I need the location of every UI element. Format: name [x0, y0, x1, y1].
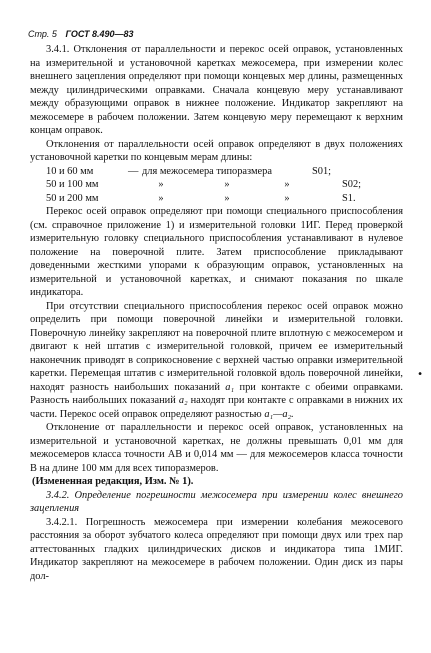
length-range: 10 и 60 мм	[46, 165, 94, 177]
paragraph-skew: Перекос осей оправок определяют при помощи специального приспособления (см. справочное приложение 1) и измерительной головки 1ИГ. Перед проверкой измерительную головку специального приспособления устанавливают в нулевое положение на поверочной плите. Затем приспособление прикладывают доведенными жесткими упорами к образующим оправок, установленных на измерительной и установочной каретках, и снимают показания по шкале индикатора.	[30, 206, 403, 298]
ditto-mark: »	[158, 179, 164, 190]
page-header	[28, 29, 408, 40]
ditto-mark: »	[158, 192, 164, 204]
length-row	[46, 165, 403, 179]
row-text: для межосемера типоразмера	[142, 165, 272, 177]
length-range: 50 и 200 мм	[46, 192, 99, 204]
size-code: S1.	[342, 192, 356, 204]
heading-3-4-2	[30, 489, 403, 516]
length-row	[46, 178, 403, 192]
ditto-mark: »	[284, 179, 290, 190]
dash: —	[128, 165, 139, 177]
heading-text: 3.4.2. Определение погрешности межосемера при измерении колес внешнего зацепления	[30, 489, 403, 514]
variable-a2: a₂	[178, 395, 188, 406]
document-body	[30, 43, 403, 583]
size-code: S02;	[342, 179, 362, 190]
paragraph-tolerance: Отклонение от параллельности и перекос осей оправок, установленных на измерительной и установочной каретках, не должны превышать 0,01 мм для межосемеров класса точности АВ и 0,014 мм — для межосемеров класса точности В на длине 100 мм для всех типоразмеров.	[30, 422, 403, 474]
variable-a1: a₁	[225, 381, 235, 393]
ditto-mark: »	[224, 192, 230, 204]
page-number: Стр. 5	[28, 29, 57, 39]
text-run: при контакте с обеими оправками. Разность наибольших показаний	[30, 381, 403, 406]
ditto-mark: »	[284, 192, 290, 204]
formula-difference: a₁—a₂.	[264, 408, 294, 420]
paragraph-deviation: Отклонения от параллельности осей оправок определяют в двух положениях установочной каретки по концевым мерам длины:	[30, 138, 403, 163]
text-run: находят при контакте с оправками в нижних их части. Перекос осей оправок определяют разностью	[30, 395, 403, 420]
edition-note: (Измененная редакция, Изм. № 1).	[32, 476, 194, 487]
length-row	[46, 192, 403, 206]
size-code: S01;	[312, 165, 332, 177]
paragraph-3-4-2-1: 3.4.2.1. Погрешность межосемера при измерении колебания межосевого расстояния за оборот зубчатого колеса определяют при помощи двух или трех пар аттестованных гладких цилиндрических дисков и индикатора типа 1МИГ. Индикатор закрепляют на межосемере в рабочем положении. Один диск из пары дол-	[30, 516, 403, 582]
standard-code: ГОСТ 8.490—83	[65, 29, 134, 39]
length-range: 50 и 100 мм	[46, 179, 99, 190]
paragraph-without-fixture	[30, 300, 403, 422]
margin-mark: •	[417, 369, 423, 380]
paragraph-3-4-1: 3.4.1. Отклонения от параллельности и перекос осей оправок, установленных на измерительной и установочной каретках межосемера, при измерении колес внешнего зацепления определяют при помощи концевых мер длины, размещенных между цилиндрическими оправками. Сначала концевую меру устанавливают между образующими оправок в нижнее положение. Индикатор закрепляют на межосемере в рабочем положении. Затем концевую меру перемещают к верхним концам оправок.	[30, 44, 403, 136]
text-run: При отсутствии специального приспособления перекос осей оправок можно определить при помощи поверочной линейки и измерительной головки. Поверочную линейку закрепляют на поверочной плите вплотную с межосемером и двигают к ней штатив с измерительной головкой, причем ее измерительный наконечник приводят в соприкосновение с верхней частью оправки измерительной каретки. Перемещая штатив с измерительной головкой вдоль поверочной линейки, находят разность наибольших показаний	[30, 300, 403, 393]
ditto-mark: »	[224, 179, 230, 190]
